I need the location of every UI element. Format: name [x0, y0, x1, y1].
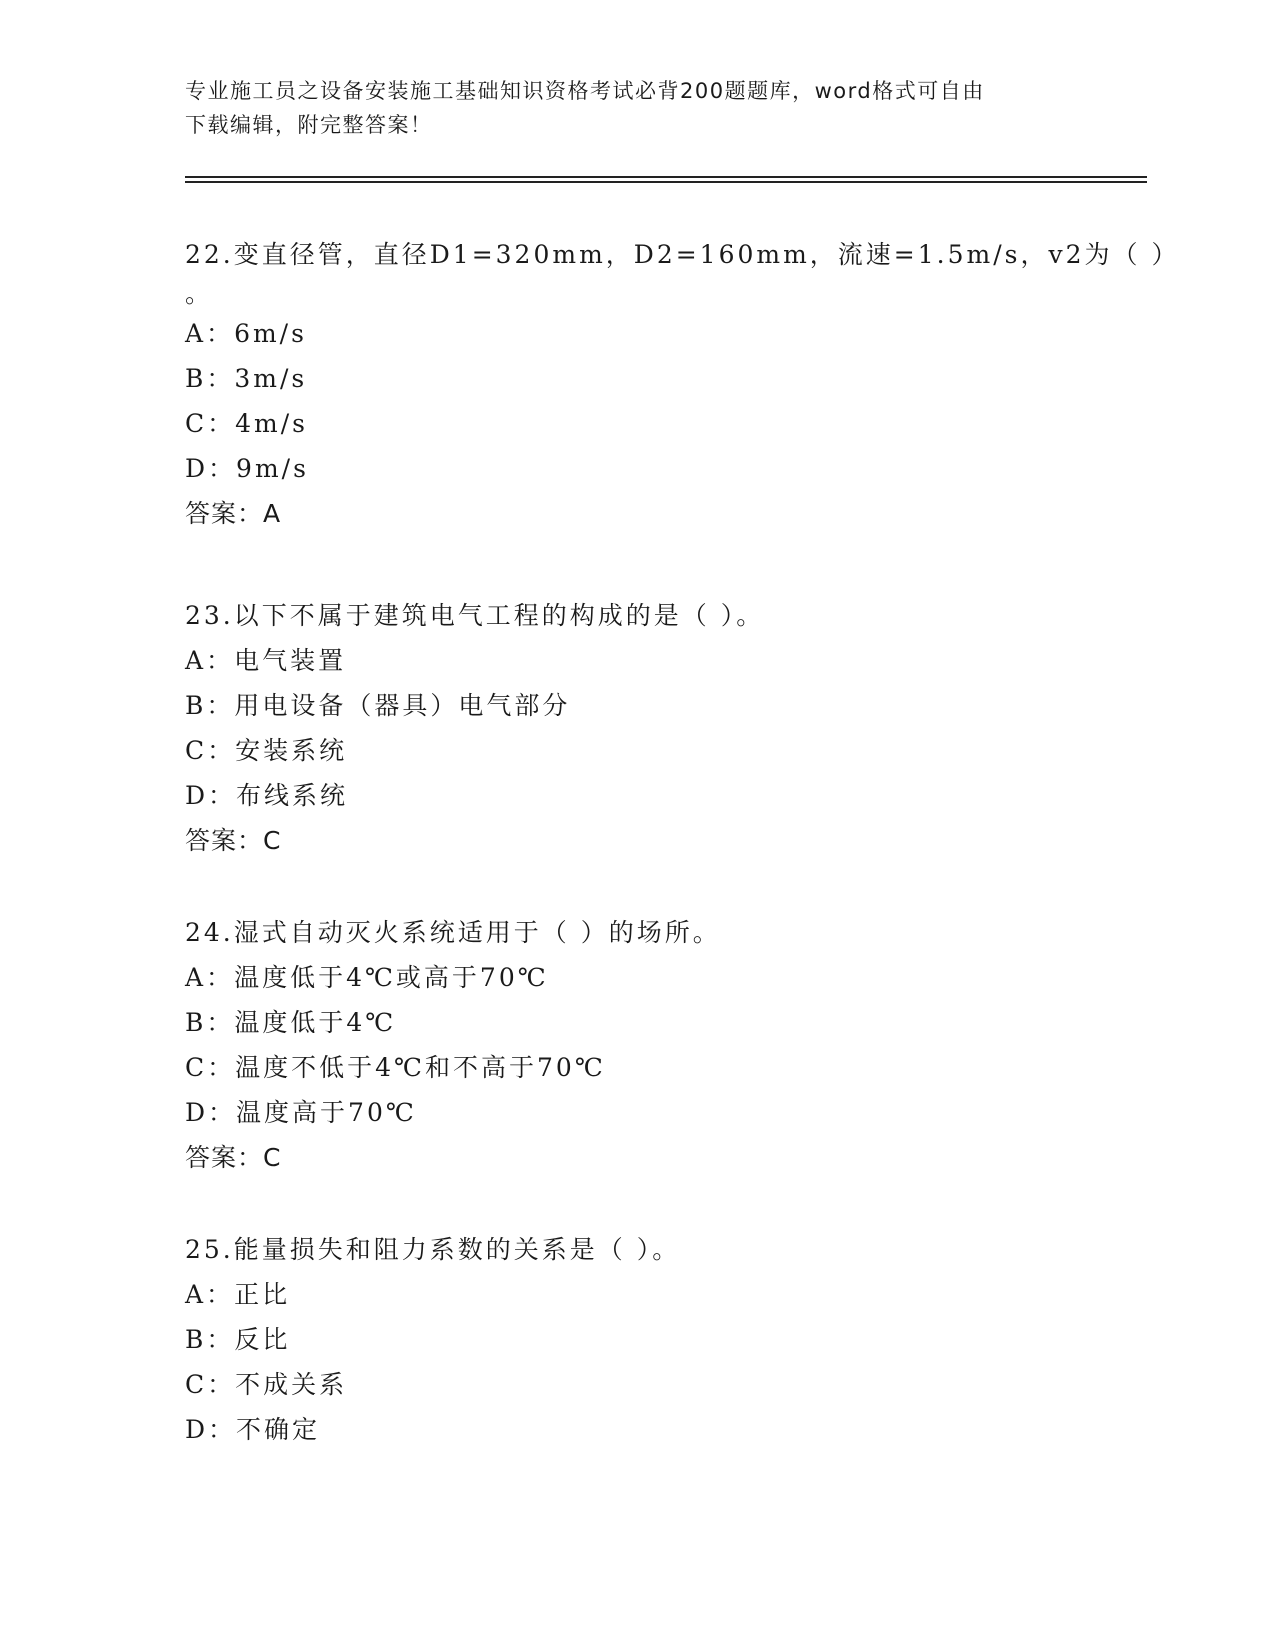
- answer-line: 答案：C: [185, 826, 282, 855]
- option-key: D：: [185, 1098, 237, 1127]
- option-a: [185, 1272, 1065, 1317]
- option-text: 反比: [234, 1325, 291, 1354]
- header-line-1: 专业施工员之设备安装施工基础知识资格考试必背200题题库，word格式可自由: [185, 79, 985, 103]
- option-key: C：: [185, 409, 236, 438]
- option-text: 不成关系: [235, 1370, 348, 1399]
- option-c: [185, 1045, 1065, 1090]
- answer-line: 答案：A: [185, 499, 282, 528]
- option-key: B：: [185, 364, 235, 393]
- option-text: 9m/s: [236, 454, 309, 483]
- header-divider-top: [185, 176, 1147, 178]
- option-key: C：: [185, 1370, 236, 1399]
- option-key: B：: [185, 1325, 235, 1354]
- question-stem: 23.以下不属于建筑电气工程的构成的是（ ）。: [185, 601, 765, 630]
- option-b: [185, 1000, 1065, 1045]
- option-text: 温度低于4℃: [234, 1008, 397, 1037]
- option-c: [185, 1362, 1065, 1407]
- option-b: [185, 683, 1065, 728]
- option-text: 用电设备（器具）电气部分: [234, 691, 571, 720]
- question-stem: 24.湿式自动灭火系统适用于（ ）的场所。: [185, 918, 721, 947]
- answer-line: 答案：C: [185, 1143, 282, 1172]
- option-text: 布线系统: [236, 781, 349, 810]
- option-key: D：: [185, 1415, 237, 1444]
- option-text: 3m/s: [234, 364, 308, 393]
- question-stem-tail: 。: [185, 279, 214, 308]
- option-text: 不确定: [236, 1415, 321, 1444]
- option-text: 4m/s: [235, 409, 309, 438]
- option-key: B：: [185, 1008, 235, 1037]
- option-a: [185, 955, 1065, 1000]
- option-d: [185, 446, 1065, 491]
- header-divider-bottom: [185, 181, 1147, 183]
- option-key: A：: [185, 1280, 235, 1309]
- option-text: 安装系统: [235, 736, 348, 765]
- option-text: 温度高于70℃: [236, 1098, 417, 1127]
- option-b: [185, 1317, 1065, 1362]
- option-key: A：: [185, 963, 235, 992]
- option-a: [185, 311, 1065, 356]
- option-text: 温度低于4℃或高于70℃: [234, 963, 549, 992]
- option-key: D：: [185, 781, 237, 810]
- option-key: C：: [185, 736, 236, 765]
- question-25: [185, 1227, 1065, 1452]
- option-key: C：: [185, 1053, 236, 1082]
- header-line-2: 下载编辑，附完整答案！: [185, 113, 433, 137]
- option-key: A：: [185, 646, 235, 675]
- question-24: [185, 910, 1065, 1180]
- option-d: [185, 1407, 1065, 1452]
- option-d: [185, 1090, 1065, 1135]
- question-22: [185, 232, 1180, 536]
- option-text: 温度不低于4℃和不高于70℃: [235, 1053, 606, 1082]
- question-stem: 25.能量损失和阻力系数的关系是（ ）。: [185, 1235, 681, 1264]
- option-key: D：: [185, 454, 237, 483]
- option-key: A：: [185, 319, 235, 348]
- option-text: 正比: [234, 1280, 291, 1309]
- question-stem: 22.变直径管，直径D1=320mm，D2=160mm，流速=1.5m/s，v2为（ ）: [185, 240, 1180, 269]
- option-b: [185, 356, 1065, 401]
- option-c: [185, 728, 1065, 773]
- option-key: B：: [185, 691, 235, 720]
- option-text: 6m/s: [234, 319, 307, 348]
- document-header: [185, 74, 1065, 142]
- option-text: 电气装置: [234, 646, 347, 675]
- question-23: [185, 593, 1065, 863]
- option-a: [185, 638, 1065, 683]
- option-d: [185, 773, 1065, 818]
- option-c: [185, 401, 1065, 446]
